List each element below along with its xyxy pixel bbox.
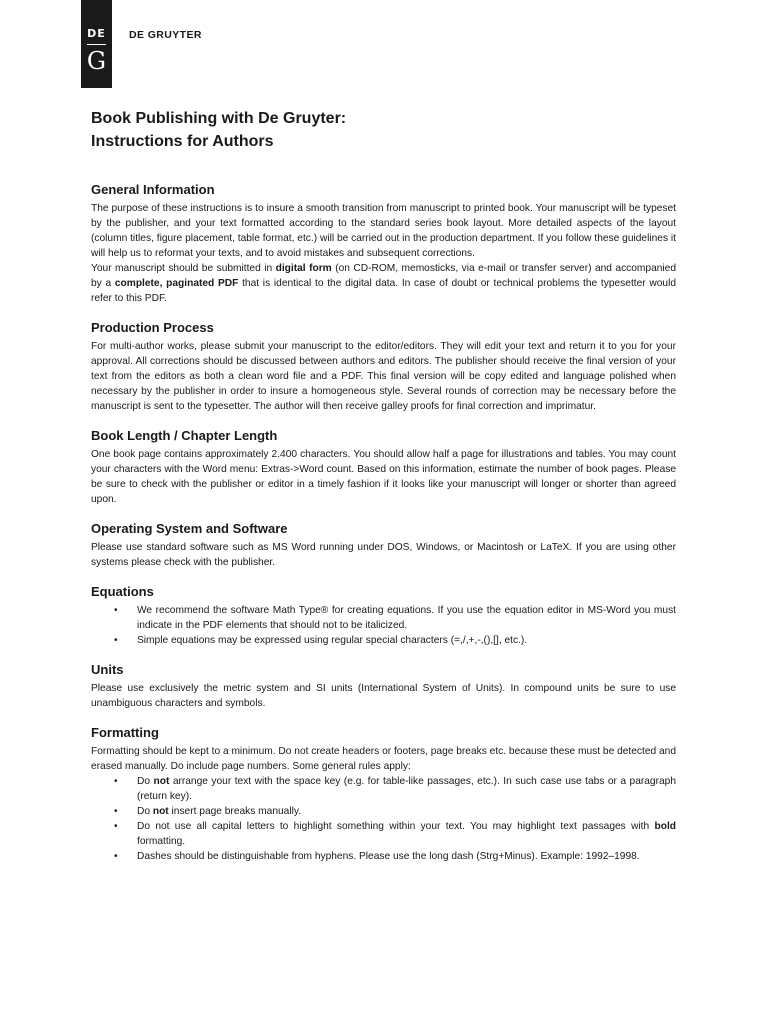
paragraph — [91, 261, 676, 306]
logo-g-text: G — [86, 47, 107, 75]
bullet-icon: • — [114, 851, 118, 862]
section-general-information — [91, 181, 676, 306]
bold-text: not — [153, 776, 170, 787]
text-run: formatting. — [137, 836, 186, 847]
text-run: Do not use all capital letters to highlight something within your text. You may highlight text passages with — [137, 821, 655, 832]
list-item — [114, 804, 676, 819]
de-gruyter-logo — [81, 0, 112, 88]
document-body — [91, 107, 676, 864]
section-operating-system — [91, 520, 676, 570]
text-run: Your manuscript should be submitted in — [91, 263, 276, 274]
list-item — [114, 774, 676, 804]
section-formatting — [91, 724, 676, 864]
text-run: (on CD-ROM, memosticks, via e-mail or transfer server) and accompanied by a — [91, 263, 677, 289]
text-run: Do — [137, 776, 154, 787]
list-item — [114, 849, 676, 864]
title-line-2: Instructions for Authors — [91, 133, 274, 150]
section-heading: Formatting — [91, 725, 159, 740]
logo-de-text: DE — [87, 27, 106, 40]
title-line-1: Book Publishing with De Gruyter: — [91, 110, 347, 127]
bold-text: complete, paginated PDF — [114, 278, 239, 289]
list-item — [114, 819, 676, 849]
paragraph: The purpose of these instructions is to insure a smooth transition from manuscript to printed book. Your manuscript will be typeset by the publisher, and your text formatted according to the standard series book layout. More detailed aspects of the layout (column titles, figure placement, table format, etc.) will be carried out in the production department. If you follow these guidelines it will help us to reformat your texts, and to avoid mistakes and subsequent corrections. — [91, 203, 676, 259]
paragraph: Please use exclusively the metric system and SI units (International System of Units). In compound units be sure to use unambiguous characters and symbols. — [91, 683, 676, 709]
paragraph: Please use standard software such as MS Word running under DOS, Windows, or Macintosh or LaTeX. If you are using other systems please check with the publisher. — [91, 542, 676, 568]
section-equations — [91, 583, 676, 648]
bold-text: not — [152, 806, 169, 817]
bullet-icon: • — [114, 806, 118, 817]
bullet-icon: • — [114, 776, 118, 787]
section-heading: General Information — [91, 182, 215, 197]
paragraph: Formatting should be kept to a minimum. Do not create headers or footers, page breaks etc. because these must be detected and erased manually. Do include page numbers. Some general rules apply: — [91, 746, 676, 772]
list-item — [114, 633, 676, 648]
list-item-text: Simple equations may be expressed using regular special characters (=,/,+,-,(),[], etc.). — [137, 635, 528, 646]
bold-text: bold — [654, 821, 676, 832]
list-item-text: Dashes should be distinguishable from hyphens. Please use the long dash (Strg+Minus). Example: 1992–1998. — [137, 851, 640, 862]
document-title — [91, 107, 676, 153]
text-run: that is identical to the digital data. In case of doubt or technical problems the typesetter would refer to this PDF. — [91, 278, 677, 304]
list-item — [114, 603, 676, 633]
section-heading: Units — [91, 662, 124, 677]
section-production-process — [91, 319, 676, 414]
bullet-list — [91, 603, 676, 648]
section-book-length — [91, 427, 676, 507]
section-units — [91, 661, 676, 711]
section-heading: Operating System and Software — [91, 521, 288, 536]
bullet-icon: • — [114, 821, 118, 832]
text-run: Do — [137, 806, 153, 817]
section-heading: Book Length / Chapter Length — [91, 428, 278, 443]
bold-text: digital form — [275, 263, 332, 274]
paragraph: For multi-author works, please submit your manuscript to the editor/editors. They will edit your text and return it to you for your approval. All corrections should be discussed between authors and editors. The publisher should receive the final version of your text from the editors as both a clean word file and a PDF. This final version will be copy edited and language polished when necessary by the publisher in order to insure a homogeneous style. Several rounds of correction may be necessary before the manuscript is sent to the typesetter. The author will then receive galley proofs for final correction and imprimatur. — [91, 341, 676, 412]
text-run: insert page breaks manually. — [168, 806, 302, 817]
bullet-list — [91, 774, 676, 864]
logo-divider — [87, 44, 106, 45]
list-item-text: We recommend the software Math Type® for creating equations. If you use the equation editor in MS-Word you must indicate in the PDF elements that should not to be italicized. — [137, 605, 676, 631]
section-heading: Equations — [91, 584, 154, 599]
publisher-name: DE GRUYTER — [129, 29, 202, 41]
paragraph: One book page contains approximately 2.400 characters. You should allow half a page for illustrations and tables. You may count your characters with the Word menu: Extras->Word count. Based on this information, estimate the number of book pages. Please be sure to check with the publisher or editor in a timely fashion if it looks like your manuscript will longer or shorter than agreed upon. — [91, 449, 676, 505]
bullet-icon: • — [114, 635, 118, 646]
text-run: arrange your text with the space key (e.g. for table-like passages, etc.). In such case use tabs or a paragraph (return key). — [137, 776, 676, 802]
section-heading: Production Process — [91, 320, 214, 335]
bullet-icon: • — [114, 605, 118, 616]
